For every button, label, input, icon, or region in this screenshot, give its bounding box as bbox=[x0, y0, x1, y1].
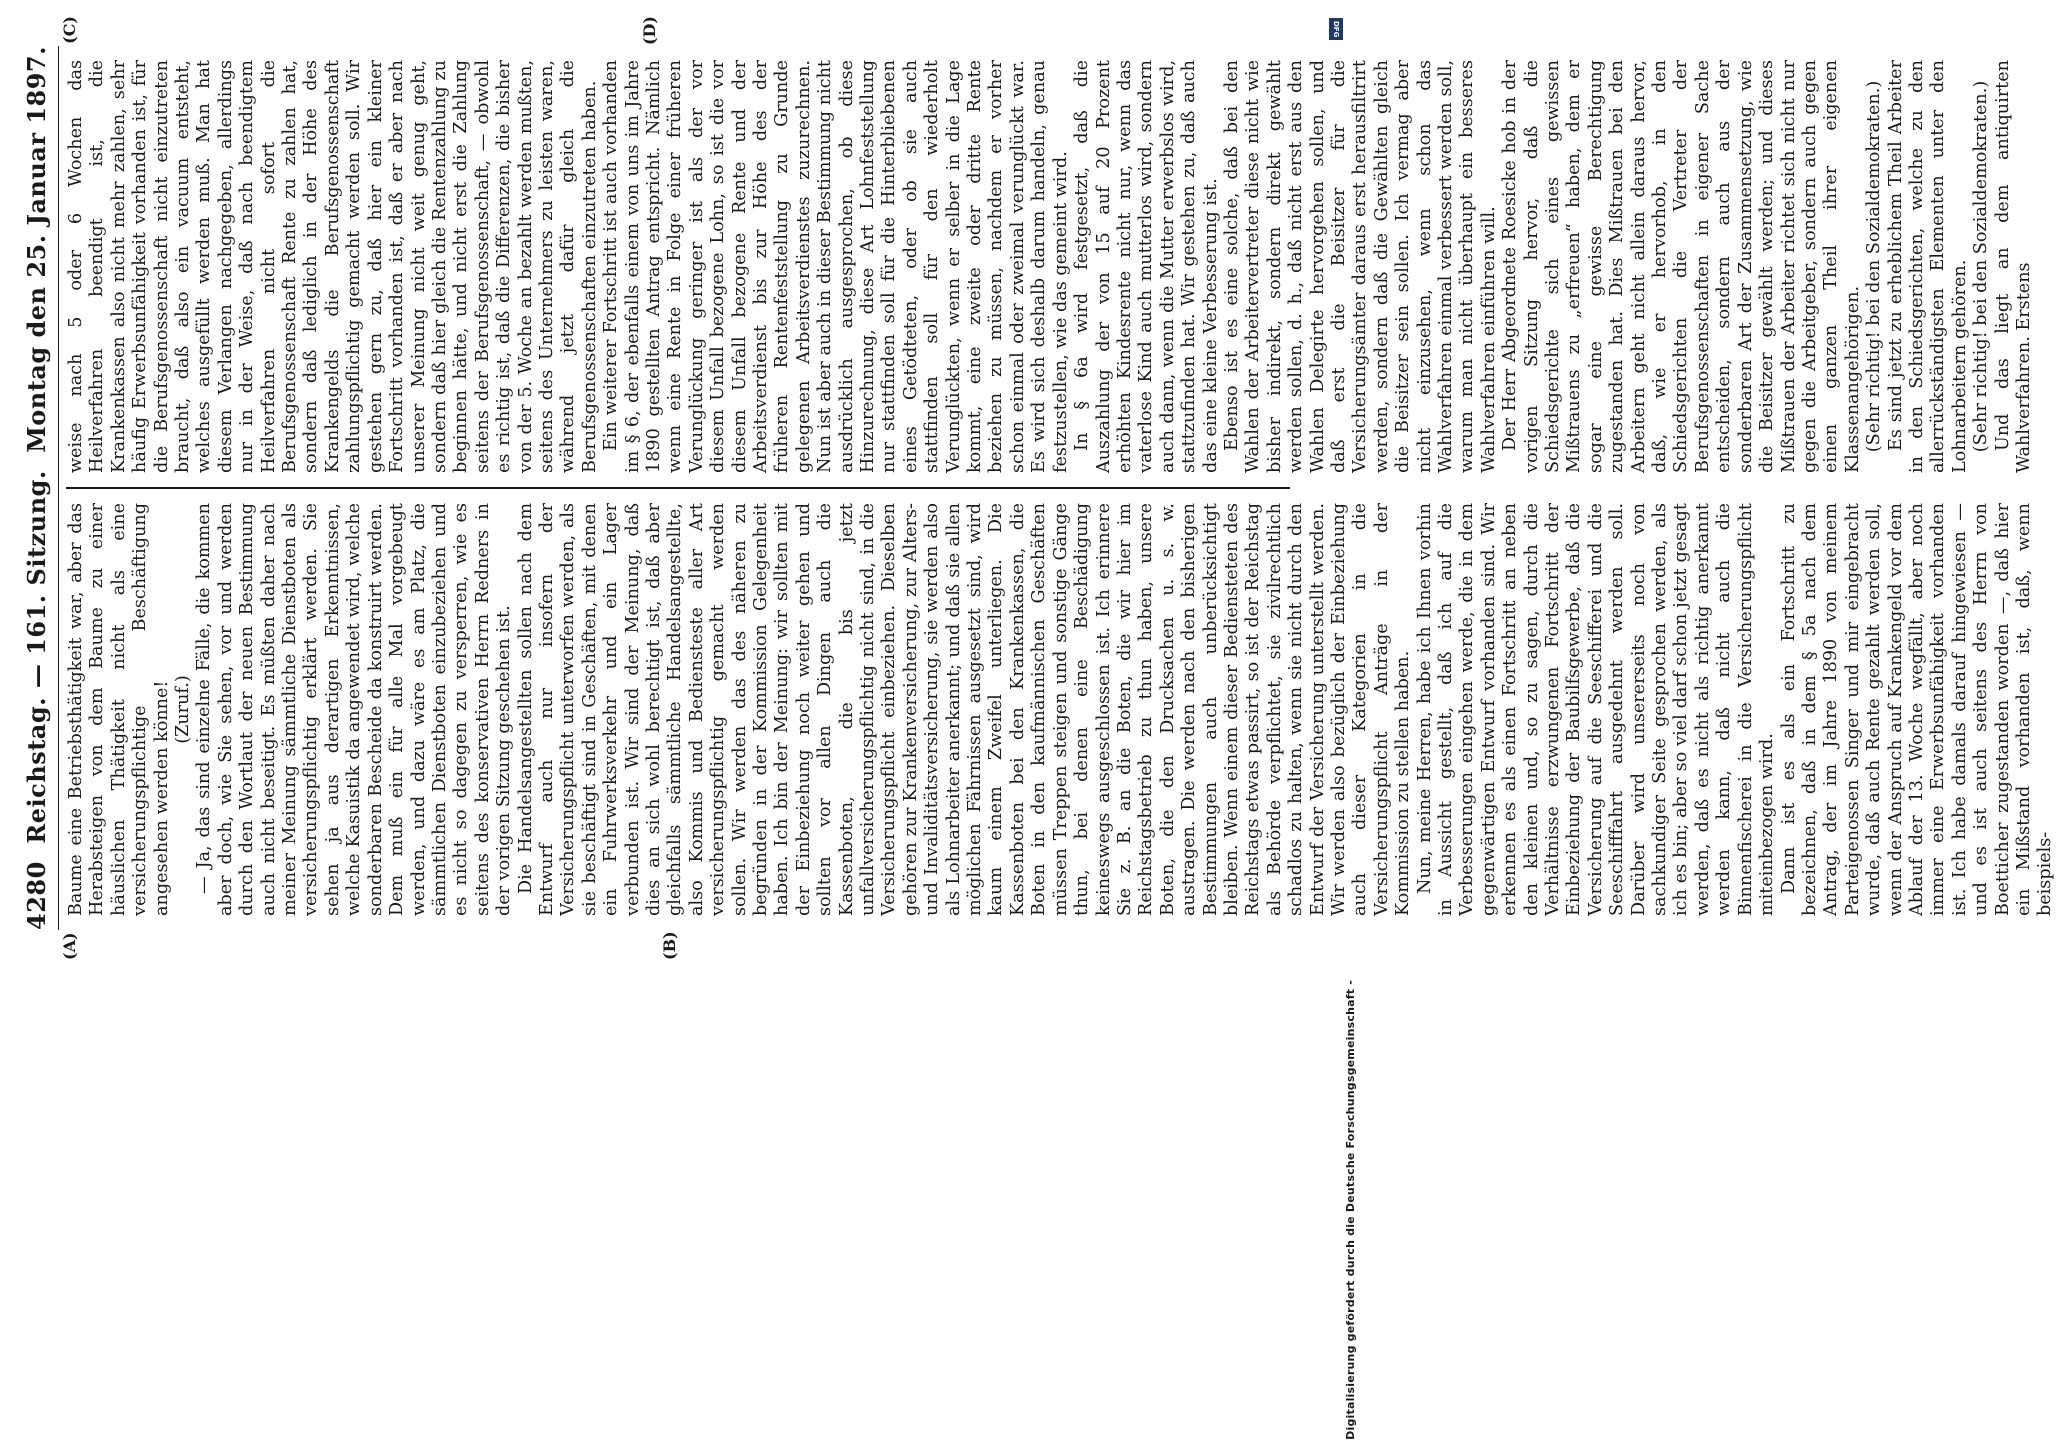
page-header bbox=[14, 46, 59, 930]
margin-marker-b: (B) bbox=[660, 931, 679, 960]
session-date: Montag den 25. Januar 1897. bbox=[21, 46, 51, 453]
right-column bbox=[66, 46, 2034, 487]
digitization-watermark bbox=[1327, 10, 1357, 1440]
watermark-text: Digitalisierung gefördert durch die Deutsche Forschungsgemeinschaft - bbox=[1344, 980, 1357, 1440]
left-column bbox=[66, 487, 2056, 930]
text-columns bbox=[66, 46, 2056, 930]
dfg-logo: DFG bbox=[1329, 18, 1343, 40]
paragraph: Die Handelsangestellten sollen nach dem Entwurf auch nur insofern der Versicherungspflicht unterworfen werden, als sie beschäftigt sind in Geschäften, mit denen ein Fuhrwerksverkehr und ein Lager verbunden ist. Wir sind der Meinung, daß dies an sich wohl berechtigt ist, daß aber gleichfalls sämmtliche Handelsangestellte, also Kommis und Bediensteste aller Art versicherungspflichtig gemacht werden sollen. Wir werden das des näheren zu begründen in der Kommission Gelegenheit haben. Ich bin der Meinung: wir sollten mit der Einbeziehung noch weiter gehen und sollten vor allen Dingen auch die Kassenboten, die bis jetzt unfallversicherungspflichtig nicht sind, in die Versicherungspflicht einbeziehen. Dieselben gehören zur Krankenversicherung, zur Alters- und Invaliditätsversicherung, sie werden also als Lohnarbeiter anerkannt; und daß sie allen möglichen Fährnissen ausgesetzt sind, wird kaum einem Zweifel unterliegen. Die Kassenboten bei den Krankenkassen, die Boten in den kaufmännischen Geschäften müssen Treppen steigen und sonstige Gänge thun, bei denen eine Beschädigung keineswegs ausgeschlossen ist. Ich erinnere Sie z. B. an die Boten, die wir hier im Reichstagsbetrieb zu thun haben, unsere Boten, die den Drucksachen u. s. w. austragen. Die werden nach den bisherigen Bestimmungen auch unberücksichtigt bleiben. Wenn einem dieser Bediensteten des Reichstags etwas passirt, so ist der Reichstag als Behörde verpflichtet, sie zivilrechtlich schadlos zu halten, wenn sie nicht durch den Entwurf der Versicherung unterstellt werden. Wir werden also bezüglich der Einbeziehung auch dieser Kategorien in die Versicherungspflicht Anträge in der Kommission zu stellen haben. bbox=[515, 503, 1414, 916]
interjection: (Zuruf.) bbox=[173, 675, 194, 744]
paragraph: Ein weiterer Fortschritt ist auch vorhanden im § 6, der ebenfalls einem von uns im Jahre 1890 gestellten Antrag entspricht. Nämlich wenn eine Rente in Folge einer früheren Verunglückung geringer ist als der vor diesem Unfall bezogene Lohn, so ist die vor diesem Unfall bezogene Rente und der Arbeitsverdienst bis zur Höhe des der früheren Rentenfeststellung zu Grunde gelegenen Arbeitsverdienstes zuzurechnen. Nun ist aber auch in dieser Bestimmung nicht ausdrücklich ausgesprochen, ob diese Hinzurechnung, diese Art Lohnfeststellung nur stattfinden soll für die Hinterbliebenen eines Getödteten, oder ob sie auch stattfinden soll für den wiederholt Verunglückten, wenn er selber in die Lage kommt, eine zweite oder dritte Rente beziehen zu müssen, nachdem er vorher schon einmal oder zweimal verunglückt war. Es wird sich deshalb darum handeln, genau festzustellen, wie das gemeint wird. bbox=[601, 60, 1071, 473]
paragraph: Dann ist es als ein Fortschritt zu bezeichnen, daß in dem § 5a nach dem Antrag, der im Jahre 1890 von meinem Parteigenossen Singer und mir eingebracht wurde, daß auch Rente gezahlt werden soll, wenn der Anspruch auf Krankengeld vor dem Ablauf der 13. Woche wegfällt, aber noch immer eine Erwerbsunfähigkeit vorhanden ist. Ich habe damals darauf hingewiesen — und es ist auch seitens des Herrn von Boetticher zugestanden worden —, daß hier ein Mißstand vorhanden ist, daß, wenn beispiels- bbox=[1778, 503, 2056, 916]
paragraph: Der Herr Abgeordnete Roesicke hob in der vorigen Sitzung hervor, daß die Schiedsgerichte sich eines gewissen Mißtrauens zu „erfreuen“ haben, dem er sogar eine gewisse Berechtigung zugestanden hat. Dies Mißtrauen bei den Arbeitern geht nicht allein daraus hervor, daß, wie er hervorhob, in den Schiedsgerichten die Vertreter der Berufsgenossenschaften in eigener Sache entscheiden, sondern auch aus der sonderbaren Art der Zusammensetzung, wie die Beisitzer gewählt werden; und dieses Mißtrauen der Arbeiter richtet sich nicht nur gegen die Arbeitgeber, sondern auch gegen einen ganzen Theil ihrer eigenen Klassenangehörigen. bbox=[1500, 60, 1863, 473]
margin-marker-c: (C) bbox=[60, 16, 79, 44]
paragraph: Es sind jetzt zu erheblichem Theil Arbeiter in den Schiedsgerichten, welche zu den allerrückständigsten Elementen unter den Lohnarbeitern gehören. bbox=[1885, 60, 1970, 473]
session-title: Reichstag. — 161. Sitzung. bbox=[21, 470, 51, 844]
margin-marker-d: (D) bbox=[640, 16, 659, 46]
interjection: (Sehr richtig! bei den Sozialdemokraten.) bbox=[1971, 80, 1992, 453]
paragraph: — Ja, das sind einzelne Fälle, die kommen aber doch, wie Sie sehen, vor und werden durch den Wortlaut der neuen Bestimmung auch nicht beseitigt. Es müßten daher nach meiner Meinung sämmtliche Dienstboten als versicherungspflichtig erklärt werden. Sie sehen ja aus derartigen Erkenntnissen, welche Kasuistik da angewendet wird, welche sonderbaren Bescheide da konstruirt werden. Dem muß ein für alle Mal vorgebeugt werden, und dazu wäre es am Platz, die sämmtlichen Dienstboten einzubeziehen und es nicht so dagegen zu versperren, wie es seitens des konservativen Herrn Redners in der vorigen Sitzung geschehen ist. bbox=[194, 503, 515, 916]
paragraph: In § 6a wird festgesetzt, daß die Auszahlung der von 15 auf 20 Prozent erhöhten Kindesrente nicht nur, wenn das vaterlose Kind auch mutterlos wird, sondern auch dann, wenn die Mutter erwerbslos wird, stattzufinden hat. Wir gestehen zu, daß auch das eine kleine Verbesserung ist. bbox=[1072, 60, 1221, 473]
paragraph: Ebenso ist es eine solche, daß bei den Wahlen der Arbeitervertreter diese nicht wie bisher indirekt, sondern direkt gewählt werden sollen, d. h., daß nicht erst aus den Wahlen Delegirte hervorgehen sollen, und daß erst die Beisitzer für die Versicherungsämter daraus erst herausfiltrirt werden, sondern daß die Gewählten gleich die Beisitzer sein sollen. Ich vermag aber nicht einzusehen, wenn schon das Wahlverfahren einmal verbessert werden soll, warum man nicht überhaupt ein besseres Wahlverfahren einführen will. bbox=[1221, 60, 1499, 473]
paragraph: weise nach 5 oder 6 Wochen das Heilverfahren beendigt ist, die Krankenkassen also nicht mehr zahlen, sehr häufig Erwerbsunfähigkeit vorhanden ist, für die Berufsgenossenschaft nicht einzutreten braucht, daß also ein vacuum entsteht, welches ausgefüllt werden muß. Man hat diesem Verlangen nachgegeben, allerdings nur in der Weise, daß nach beendigtem Heilverfahren nicht sofort die Berufsgenossenschaft Rente zu zahlen hat, sondern daß lediglich in der Höhe des Krankengelds die Berufsgenossenschaft zahlungspflichtig gemacht werden soll. Wir gestehen gern zu, daß hier ein kleiner Fortschritt vorhanden ist, daß er aber nach unserer Meinung nicht weit genug geht, sondern daß hier gleich die Rentenzahlung zu beginnen hätte, und nicht erst die Zahlung seitens der Berufsgenossenschaft, — obwohl es richtig ist, daß die Differenzen, die bisher von der 5. Woche an bezahlt werden mußten, seitens des Unternehmers zu leisten waren, während jetzt dafür gleich die Berufsgenossenschaften einzutreten haben. bbox=[66, 60, 600, 473]
interjection: (Sehr richtig! bei den Sozialdemokraten.) bbox=[1864, 80, 1885, 453]
paragraph: Baume eine Betriebsthätigkeit war, aber das Herabsteigen von dem Baume zu einer häuslichen Thätigkeit nicht als eine versicherungspflichtige Beschäftigung angesehen werden könne! bbox=[66, 503, 172, 916]
margin-marker-a: (A) bbox=[60, 932, 79, 960]
paragraph: Nun, meine Herren, habe ich Ihnen vorhin in Aussicht gestellt, daß ich auf die Verbesserungen eingehen werde, die in dem gegenwärtigen Entwurf vorhanden sind. Wir erkennen es als einen Fortschritt an neben den kleinen und, so zu sagen, durch die Verhältnisse erzwungenen Fortschritt der Einbeziehung der Baubilfsgewerbe, daß die Versicherung auf die Seeschifferei und die Seeschifffahrt ausgedehnt werden soll. Darüber wird unsererseits noch von sachkundiger Seite gesprochen werden, als ich es bin; aber so viel darf schon jetzt gesagt werden, daß es nicht als richtig anerkannt werden kann, daß nicht auch die Binnenfischerei in die Versicherungspflicht miteinbezogen wird. bbox=[1414, 503, 1778, 916]
paragraph: Und das liegt an dem antiquirten Wahlverfahren. Erstens bbox=[1992, 60, 2034, 473]
page-number: 4280 bbox=[21, 861, 51, 930]
